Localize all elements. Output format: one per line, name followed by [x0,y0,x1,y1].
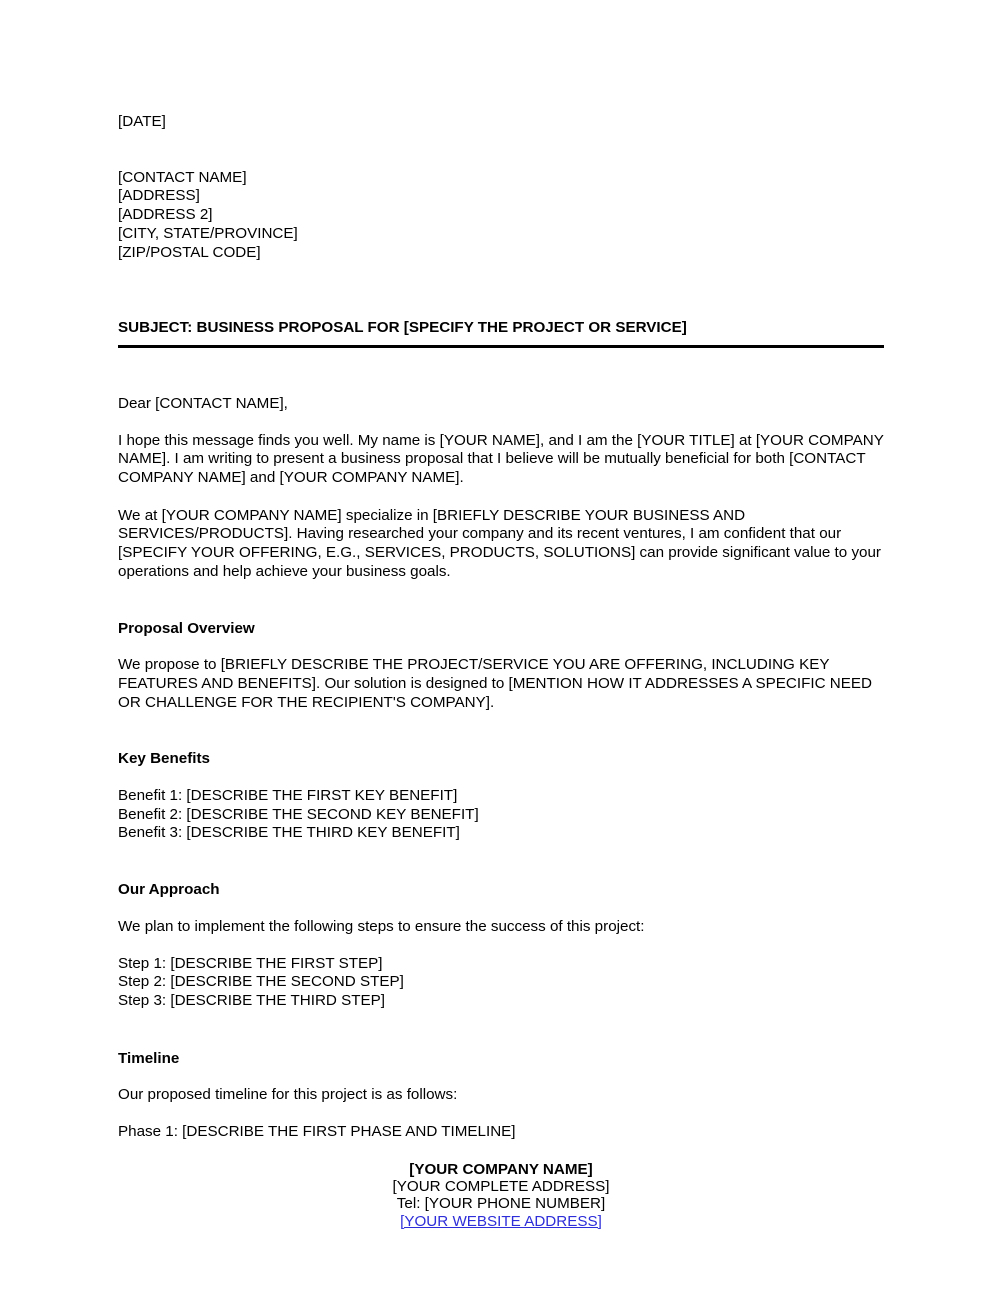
intro-paragraph: I hope this message finds you well. My name is [YOUR NAME], and I am the [YOUR TITLE] at [YOUR COMPANY NAME]. I am writing to present a business proposal that I believe will be mutually beneficial for both [CONTACT COMPANY NAME] and [YOUR COMPANY NAME]. [118,431,884,487]
benefit-list [118,787,884,843]
section-paragraph: Our proposed timeline for this project is as follows: [118,1086,458,1104]
section-heading-proposal-overview: Proposal Overview [118,619,255,637]
recipient-line: [ADDRESS 2] [118,206,213,224]
benefit-line: Benefit 3: [DESCRIBE THE THIRD KEY BENEFIT] [118,824,460,842]
date-placeholder: [DATE] [118,113,166,130]
step-list [118,955,884,1011]
step-line: Step 3: [DESCRIBE THE THIRD STEP] [118,991,385,1009]
section-paragraph: We propose to [BRIEFLY DESCRIBE THE PROJECT/SERVICE YOU ARE OFFERING, INCLUDING KEY FEATURES AND BENEFITS]. Our solution is designed to [MENTION HOW IT ADDRESSES A SPECIFIC NEED OR CHALLENGE FOR THE RECIPIENT'S COMPANY]. [118,656,872,711]
footer-phone: Tel: [YOUR PHONE NUMBER] [396,1195,606,1213]
subject-line: SUBJECT: BUSINESS PROPOSAL FOR [SPECIFY THE PROJECT OR SERVICE] [118,319,884,348]
recipient-line: [CONTACT NAME] [118,168,247,186]
recipient-line: [CITY, STATE/PROVINCE] [118,224,298,242]
section-heading-timeline: Timeline [118,1049,180,1067]
step-line: Step 2: [DESCRIBE THE SECOND STEP] [118,973,404,991]
salutation: Dear [CONTACT NAME], [118,394,288,412]
footer-address: [YOUR COMPLETE ADDRESS] [392,1178,610,1196]
website-link[interactable]: [YOUR WEBSITE ADDRESS] [400,1212,602,1230]
step-line: Step 1: [DESCRIBE THE FIRST STEP] [118,954,383,972]
benefit-line: Benefit 1: [DESCRIBE THE FIRST KEY BENEFIT] [118,787,458,805]
section-heading-key-benefits: Key Benefits [118,750,211,768]
letter-footer [118,1161,884,1230]
recipient-line: [ADDRESS] [118,187,200,205]
phase-line: Phase 1: [DESCRIBE THE FIRST PHASE AND TIMELINE] [118,1123,516,1141]
recipient-address-block [118,169,884,263]
section-heading-our-approach: Our Approach [118,881,220,899]
section-paragraph: We plan to implement the following steps to ensure the success of this project: [118,917,645,935]
recipient-line: [ZIP/POSTAL CODE] [118,243,261,261]
benefit-line: Benefit 2: [DESCRIBE THE SECOND KEY BENEFIT] [118,805,479,823]
intro-paragraph: We at [YOUR COMPANY NAME] specialize in [BRIEFLY DESCRIBE YOUR BUSINESS AND SERVICES/PRODUCTS]. Having researched your company and its recent ventures, I am confident that our [SPECIFY YOUR OFFERING, E.G., SERVICES, PRODUCTS, SOLUTIONS] can provide significant value to your operations and help achieve your business goals. [118,506,881,580]
footer-company-name: [YOUR COMPANY NAME] [409,1160,593,1178]
